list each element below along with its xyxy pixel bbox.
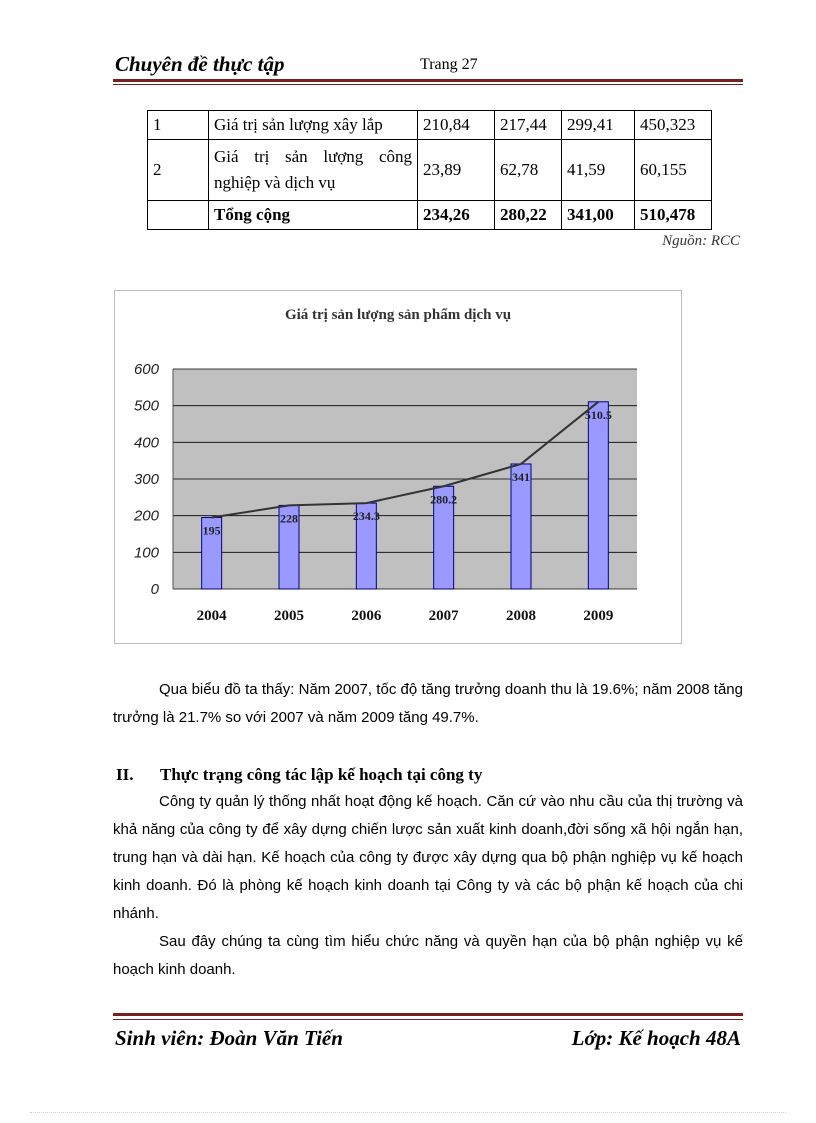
table-row-total [148, 201, 712, 230]
cell-value: 210,84 [418, 111, 495, 140]
x-tick-label: 2009 [583, 608, 614, 624]
y-tick-label: 500 [133, 397, 159, 415]
cell-value: 23,89 [418, 140, 495, 201]
cell-value: 280,22 [495, 201, 562, 230]
row-number: 2 [148, 140, 209, 201]
cell-value: 450,323 [635, 111, 712, 140]
header-rule [113, 79, 743, 82]
table-row [148, 140, 712, 201]
student-name: Sinh viên: Đoàn Văn Tiến [115, 1026, 343, 1050]
y-tick-label: 600 [133, 361, 159, 378]
cell-value: 510,478 [635, 201, 712, 230]
cell-value: 299,41 [562, 111, 635, 140]
data-label: 341 [512, 469, 530, 484]
row-number [148, 201, 209, 230]
output-value-table [147, 110, 712, 230]
data-label: 195 [202, 523, 221, 538]
table-row [148, 111, 712, 140]
y-tick-label: 200 [133, 507, 159, 525]
data-label: 234.3 [352, 509, 380, 524]
y-tick-label: 0 [150, 581, 159, 598]
footer-rule [113, 1013, 743, 1016]
paragraph-growth: Qua biểu đồ ta thấy: Năm 2007, tốc độ tăng trưởng doanh thu là 19.6%; năm 2008 tăng trưởng là 21.7% so với 2007 và năm 2009 tăng 49.7%. [113, 681, 743, 726]
x-tick-label: 2006 [351, 608, 382, 624]
section-heading [116, 765, 482, 785]
y-tick-label: 100 [133, 544, 159, 562]
cell-value: 62,78 [495, 140, 562, 201]
row-label: Tổng cộng [209, 201, 418, 230]
chart-title: Giá trị sản lượng sản phẩm dịch vụ [284, 307, 512, 323]
paragraph-intro: Sau đây chúng ta cùng tìm hiểu chức năng và quyền hạn của bộ phận nghiệp vụ kế hoạch kinh doanh. [113, 933, 743, 978]
bar [588, 402, 608, 589]
cell-value: 234,26 [418, 201, 495, 230]
x-tick-label: 2004 [196, 608, 227, 624]
page-number: Trang 27 [420, 56, 478, 73]
x-tick-label: 2008 [506, 608, 536, 624]
section-number: II. [116, 765, 134, 784]
section-title: Thực trạng công tác lập kế hoạch tại công ty [160, 765, 483, 784]
bar-chart [115, 291, 681, 643]
row-label: Giá trị sản lượng xây lắp [209, 111, 418, 140]
document-title: Chuyên đề thực tập [115, 52, 285, 76]
y-tick-label: 300 [133, 471, 159, 488]
footer-rule-thin [113, 1019, 743, 1020]
row-number: 1 [148, 111, 209, 140]
y-tick-label: 400 [133, 434, 159, 452]
cell-value: 341,00 [562, 201, 635, 230]
table-source: Nguồn: RCC [662, 233, 740, 249]
chart-frame [114, 290, 682, 644]
cell-value: 217,44 [495, 111, 562, 140]
data-label: 228 [280, 511, 298, 526]
paragraph-planning: Công ty quản lý thống nhất hoạt động kế hoạch. Căn cứ vào nhu cầu của thị trường và khả năng của công ty để xây dựng chiến lược sản xuất kinh doanh,đời sống xã hội ngắn hạn, trung hạn và dài hạn. Kế hoạch của công ty được xây dựng qua bộ phận nghiệp vụ kế hoạch kinh doanh. Đó là phòng kế hoạch kinh doanh tại Công ty và các bộ phận kế hoạch của chi nhánh. [113, 793, 743, 922]
x-tick-label: 2007 [428, 608, 459, 624]
class-name: Lớp: Kế hoạch 48A [571, 1026, 741, 1050]
cell-value: 41,59 [562, 140, 635, 201]
data-label: 280.2 [430, 492, 458, 507]
x-tick-label: 2005 [274, 608, 304, 624]
row-label: Giá trị sản lượng công nghiệp và dịch vụ [209, 140, 418, 201]
header-rule-thin [113, 84, 743, 85]
page-edge-line [30, 1112, 786, 1113]
data-label: 510.5 [584, 407, 612, 422]
cell-value: 60,155 [635, 140, 712, 201]
